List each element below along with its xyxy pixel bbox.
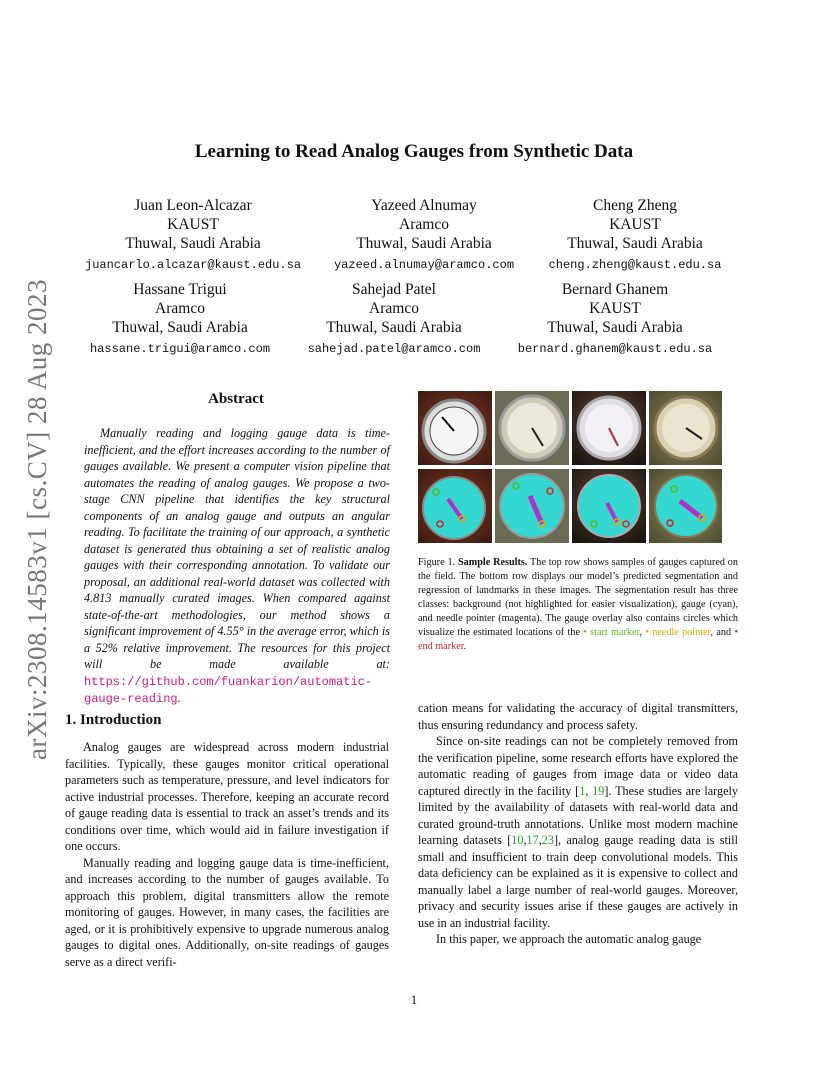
- author-1: Juan Leon-Alcazar KAUST Thuwal, Saudi Arabia juancarlo.alcazar@kaust.edu.sa: [85, 196, 301, 275]
- author-email[interactable]: bernard.ghanem@kaust.edu.sa: [517, 342, 713, 356]
- author-4: Hassane Trigui Aramco Thuwal, Saudi Arabia hassane.trigui@aramco.com: [80, 280, 280, 359]
- gauge-overlay-4: [649, 469, 722, 543]
- author-2: Yazeed Alnumay Aramco Thuwal, Saudi Arabia yazeed.alnumay@aramco.com: [320, 196, 528, 275]
- gauge-image-grid: [418, 391, 722, 543]
- section-heading-introduction: 1. Introduction: [65, 712, 162, 728]
- citation-link[interactable]: 10: [511, 833, 524, 847]
- author-email[interactable]: juancarlo.alcazar@kaust.edu.sa: [85, 258, 302, 272]
- gauge-photo-2: [495, 391, 569, 465]
- citation-link[interactable]: 17: [526, 833, 539, 847]
- author-email[interactable]: sahejad.patel@aramco.com: [307, 342, 481, 356]
- gauge-photo-1: [418, 391, 492, 465]
- citation-link[interactable]: 1: [579, 783, 586, 798]
- author-email[interactable]: cheng.zheng@kaust.edu.sa: [548, 258, 722, 272]
- abstract-heading: Abstract: [208, 391, 264, 407]
- author-5: Sahejad Patel Aramco Thuwal, Saudi Arabia sahejad.patel@aramco.com: [298, 280, 490, 359]
- needle-pointer-legend: • needle pointer: [645, 627, 711, 638]
- gauge-overlay-3: [572, 469, 646, 543]
- abstract-text: Manually reading and logging gauge data is time-inefficient, and the effort increases according to the number of gauges available. We present a computer vision pipeline that automates the reading of analog gauges. We propose a two-stage CNN pipeline that identifies the key structural components of an analog gauge and outputs an angular reading. To facilitate the training of our approach, a synthetic dataset is generated thus obtaining a set of realistic analog gauges with their corresponding annotation. To validate our proposal, an additional real-world dataset was collected with 4.813 manually curated images. When compared against state-of-the-art methodologies, our method shows a significant improvement of 4.55° in the average error, which is a 52% relative improvement. The resources for this project will be made available at: https://github.com/fuankarion/automatic-gauge-reading.: [84, 426, 390, 706]
- citation-link[interactable]: 19: [592, 783, 605, 798]
- citation-link[interactable]: 23: [541, 833, 554, 847]
- start-marker-legend: • start marker: [583, 627, 640, 638]
- intro-left-column: Analog gauges are widespread across modern industrial facilities. Typically, these gauges monitor critical operational parameters such as temperature, pressure, and level indicators for active industrial processes. Therefore, keeping an accurate record of gauge reading data is essential to track an asset’s trends and its conditions over time, which would aid in failure investigation if one occurs. Manually reading and logging gauge data is time-inefficient, and increases according to the number of gauges available. To approach this problem, digital transmitters allow the remote monitoring of gauges. However, in many cases, the facilities are aged, or it is prohibitively expensive to upgrade numerous analog gauges to digital ones. Additionally, on-site readings of gauges serve as a direct verifi-: [65, 740, 389, 969]
- author-6: Bernard Ghanem KAUST Thuwal, Saudi Arabia bernard.ghanem@kaust.edu.sa: [510, 280, 720, 359]
- repo-link[interactable]: https://github.com/fuankarion/automatic-gauge-reading: [84, 674, 373, 706]
- gauge-photo-4: [649, 391, 722, 465]
- figure-1-caption: Figure 1. Sample Results. The top row shows samples of gauges captured on the field. The bottom row displays our model’s predicted segmentation and regression of landmarks in these images. The segmentation result has three classes: background (not highlighted for easier visualization), gauge (cyan), and needle pointer (magenta). The gauge overlay also contains circles which visualize the estimated locations of the • start marker, • needle pointer, and • end marker.: [418, 557, 739, 652]
- gauge-overlay-1: [418, 469, 492, 543]
- page-number: 1: [410, 992, 418, 1007]
- figure-1-images: [418, 391, 722, 543]
- gauge-photo-3: [572, 391, 646, 465]
- author-3: Cheng Zheng KAUST Thuwal, Saudi Arabia cheng.zheng@kaust.edu.sa: [540, 196, 730, 275]
- author-email[interactable]: hassane.trigui@aramco.com: [89, 342, 271, 356]
- paper-title: Learning to Read Analog Gauges from Synthetic Data: [194, 141, 634, 162]
- end-marker-legend: • end marker: [418, 627, 739, 652]
- gauge-overlay-2: [495, 469, 569, 543]
- intro-right-column: cation means for validating the accuracy of digital transmitters, thus ensuring redundancy and process safety. Since on-site readings can not be completely removed from the verification pipeline, some research efforts have explored the automatic reading of gauges from image data or video data captured directly in the facility [1, 19]. These studies are largely limited by the availability of datasets with real-world data and curated ground-truth annotations. Unlike most modern machine learning datasets [10,17,23], analog gauge reading data is still small and insufficient to train deep convolutional models. This data deficiency can be explained as it is expensive to collect and manually label a large number of real-world gauges. Moreover, privacy and security issues arise if these gauges are actively in use in an industrial facility. In this paper, we approach the automatic analog gauge: [418, 701, 739, 946]
- author-email[interactable]: yazeed.alnumay@aramco.com: [333, 258, 515, 272]
